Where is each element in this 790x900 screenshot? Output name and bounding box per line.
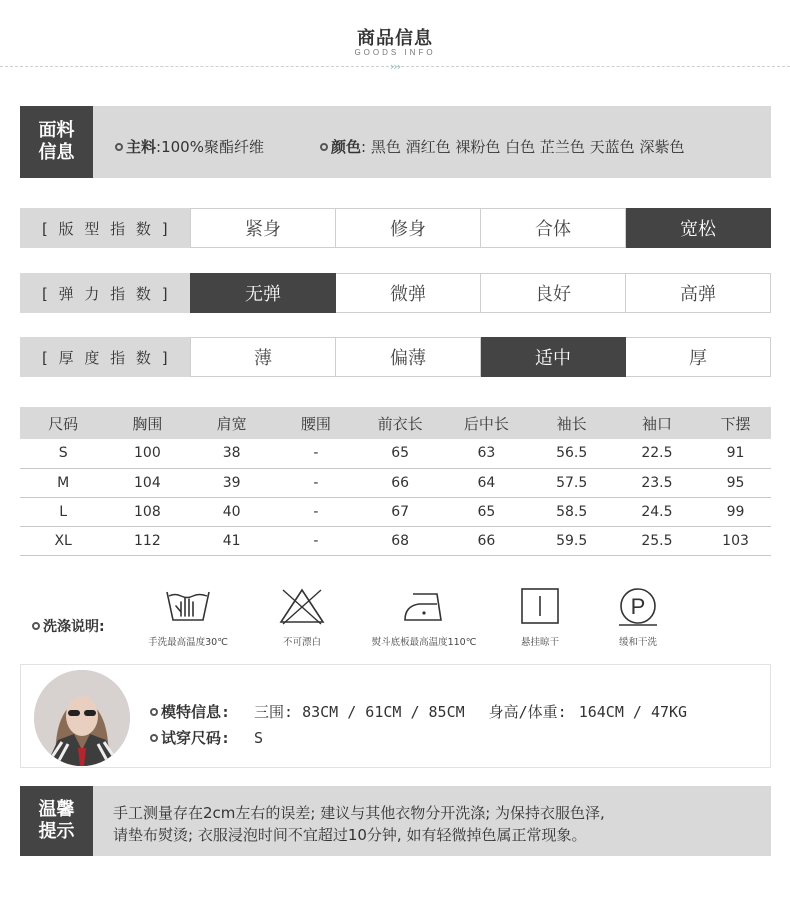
table-cell: 24.5	[614, 497, 700, 526]
table-cell: -	[275, 468, 357, 497]
col-header-hem: 下摆	[700, 407, 771, 439]
col-header-chest: 胸围	[106, 407, 188, 439]
table-cell: 99	[700, 497, 771, 526]
fabric-colors	[320, 136, 684, 157]
wash-caption: 不可漂白	[282, 637, 321, 648]
table-cell: 112	[106, 526, 188, 555]
wash-caption: 悬挂晾干	[520, 637, 559, 648]
fabric-main-value: :100%聚酯纤维	[156, 138, 264, 156]
tips-text	[113, 802, 763, 846]
bullet-icon	[115, 143, 123, 151]
model-size-line	[150, 727, 263, 748]
tips-tag-line1: 温馨	[38, 799, 75, 820]
table-cell: 65	[443, 497, 529, 526]
fabric-info-panel	[20, 106, 771, 178]
table-cell: XL	[20, 526, 106, 555]
stretch-index-row	[20, 273, 771, 313]
table-cell: 40	[188, 497, 274, 526]
table-row	[20, 497, 771, 526]
table-cell: 65	[357, 439, 443, 468]
model-height-weight-label: 身高/体重:	[488, 703, 567, 721]
stretch-option-2: 良好	[481, 273, 626, 313]
tips-line-1: 手工测量存在2cm左右的误差; 建议与其他衣物分开洗涤; 为保持衣服色泽,	[113, 804, 605, 822]
tips-line-2: 请垫布熨烫; 衣服浸泡时间不宜超过10分钟, 如有轻微掉色属正常现象。	[113, 826, 587, 844]
thickness-option-3: 厚	[626, 337, 771, 377]
tips-tag-line2: 提示	[38, 821, 75, 842]
table-cell: 41	[188, 526, 274, 555]
model-info-line	[150, 701, 687, 722]
wash-caption: 熨斗底板最高温度110℃	[371, 637, 477, 648]
fabric-tag-line1: 面料	[38, 120, 75, 141]
table-cell: 38	[188, 439, 274, 468]
table-cell: 91	[700, 439, 771, 468]
table-cell: 104	[106, 468, 188, 497]
table-cell: 68	[357, 526, 443, 555]
stretch-option-0: 无弹	[190, 273, 336, 313]
table-cell: 57.5	[530, 468, 614, 497]
wash-caption: 缓和干洗	[618, 637, 657, 648]
fit-option-3: 宽松	[626, 208, 771, 248]
table-cell: -	[275, 439, 357, 468]
fit-option-2: 合体	[481, 208, 626, 248]
fabric-color-label: 颜色	[331, 138, 362, 156]
table-cell: 59.5	[530, 526, 614, 555]
table-cell: S	[20, 439, 106, 468]
table-cell: 108	[106, 497, 188, 526]
thickness-index-row	[20, 337, 771, 377]
iron-icon	[399, 586, 449, 626]
model-height-weight-value: 164CM / 47KG	[578, 703, 688, 721]
fabric-color-value: : 黑色 酒红色 裸粉色 白色 芷兰色 天蓝色 深紫色	[361, 138, 685, 156]
fit-option-0: 紧身	[190, 208, 336, 248]
table-cell: -	[275, 497, 357, 526]
thickness-option-1: 偏薄	[336, 337, 481, 377]
table-cell: 23.5	[614, 468, 700, 497]
thickness-option-2: 适中	[481, 337, 626, 377]
tips-panel	[20, 786, 771, 856]
avatar	[34, 670, 130, 766]
col-header-back-length: 后中长	[443, 407, 529, 439]
table-cell: 95	[700, 468, 771, 497]
col-header-size: 尺码	[20, 407, 106, 439]
wash-caption: 手洗最高温度30℃	[148, 637, 228, 648]
fit-index-label: [ 版 型 指 数 ]	[20, 208, 190, 248]
bullet-icon	[32, 622, 40, 630]
table-cell: 58.5	[530, 497, 614, 526]
table-cell: 66	[443, 526, 529, 555]
stretch-index-label: [ 弹 力 指 数 ]	[20, 273, 190, 313]
table-cell: 39	[188, 468, 274, 497]
table-cell: 67	[357, 497, 443, 526]
model-photo	[34, 670, 130, 766]
wash-item-dry-clean	[568, 586, 708, 648]
table-cell: 63	[443, 439, 529, 468]
table-cell: 66	[357, 468, 443, 497]
fit-index-row	[20, 208, 771, 248]
no-bleach-icon	[277, 586, 327, 626]
table-cell: -	[275, 526, 357, 555]
col-header-cuff: 袖口	[614, 407, 700, 439]
hand-wash-icon	[163, 586, 213, 626]
fabric-main-material	[115, 136, 264, 157]
wash-instructions-label	[32, 616, 105, 636]
col-header-waist: 腰围	[275, 407, 357, 439]
gentle-dry-clean-icon	[613, 586, 663, 626]
model-info-label: 模特信息:	[161, 703, 231, 721]
bullet-icon	[150, 734, 158, 742]
model-size-value: S	[254, 729, 264, 747]
table-cell: L	[20, 497, 106, 526]
stretch-option-3: 高弹	[626, 273, 771, 313]
bullet-icon	[150, 708, 158, 716]
col-header-shoulder: 肩宽	[188, 407, 274, 439]
tips-tag	[20, 786, 93, 856]
bullet-icon	[320, 143, 328, 151]
model-measurements: 三围: 83CM / 61CM / 85CM	[254, 703, 465, 721]
fabric-main-label: 主料	[126, 138, 157, 156]
thickness-option-0: 薄	[190, 337, 336, 377]
table-cell: 25.5	[614, 526, 700, 555]
chevron-right-icon: ›››	[389, 60, 401, 73]
table-cell: 100	[106, 439, 188, 468]
page-title: 商品信息	[357, 28, 433, 49]
page-subtitle: GOODS INFO	[354, 48, 436, 57]
stretch-option-1: 微弹	[336, 273, 481, 313]
wash-label-text: 洗涤说明:	[43, 619, 105, 635]
size-table	[20, 407, 771, 556]
table-cell: M	[20, 468, 106, 497]
size-table-header	[20, 407, 771, 439]
table-row	[20, 439, 771, 468]
table-cell: 103	[700, 526, 771, 555]
col-header-sleeve-length: 袖长	[530, 407, 614, 439]
table-cell: 22.5	[614, 439, 700, 468]
table-cell: 64	[443, 468, 529, 497]
model-size-label: 试穿尺码:	[161, 729, 231, 747]
fabric-tag	[20, 106, 93, 178]
table-row	[20, 468, 771, 497]
dry-clean-symbol: P	[630, 594, 646, 619]
thickness-index-label: [ 厚 度 指 数 ]	[20, 337, 190, 377]
table-row	[20, 526, 771, 555]
wash-item-no-bleach	[232, 586, 372, 648]
col-header-front-length: 前衣长	[357, 407, 443, 439]
fabric-tag-line2: 信息	[38, 142, 75, 163]
hang-dry-icon	[515, 586, 565, 626]
table-cell: 56.5	[530, 439, 614, 468]
fit-option-1: 修身	[336, 208, 481, 248]
